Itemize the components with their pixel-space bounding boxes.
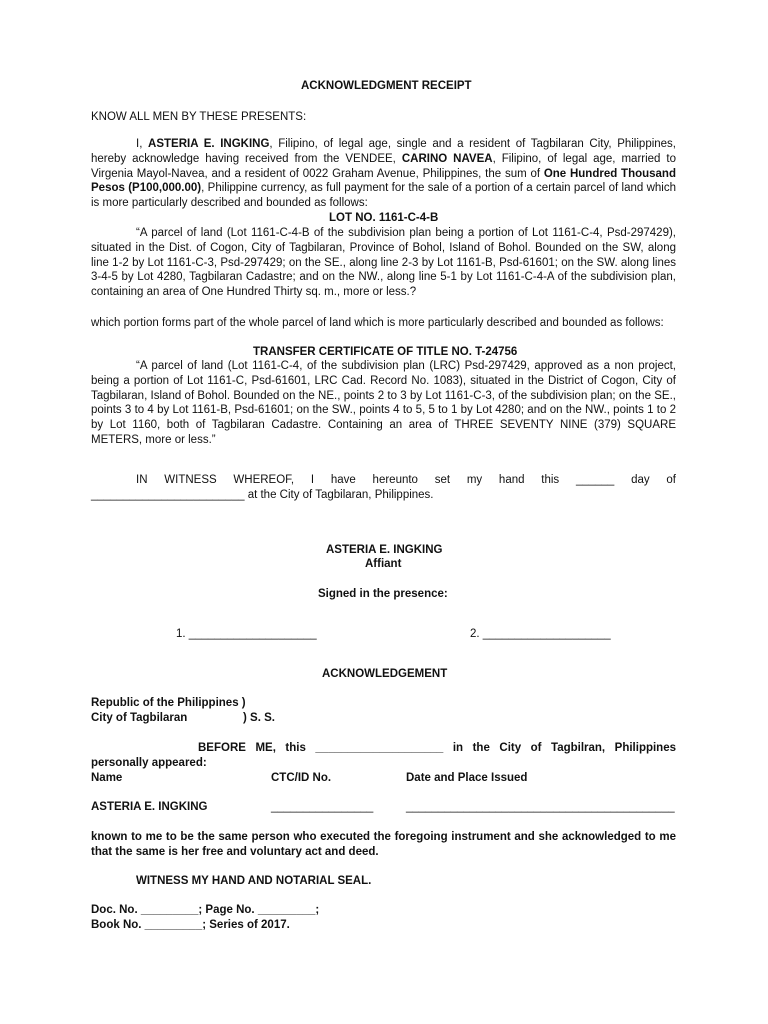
table-row-ctc-blank: ________________ bbox=[271, 801, 374, 813]
table-header-date-place: Date and Place Issued bbox=[406, 772, 528, 784]
lot-description: “A parcel of land (Lot 1161-C-4-B of the subdivision plan being a portion of Lot 1161-C-4, Psd-297429), situated in the Dist. of Cogon, City of Tagbilaran, Province of Bohol, Island of Bohol. Bounded on the SW, along line 1-2 by Lot 1161-C-3, Psd-297429; on the SE., along line 2-3 by Lot 1161-B, Psd-61601; on the SW. along lines 3-4-5 by Lot 4280, Tagbilaran Cadastre; and on the NW., along line 5-1 by Lot 1161-C-4-A of the subdivision plan, containing an area of One Hundred Thirty sq. m., more or less.? bbox=[91, 227, 676, 299]
before-me-text: BEFORE ME, this ____________________ in the City of Tagbilran, Philippines personally appeared: bbox=[91, 742, 676, 769]
table-row-name: ASTERIA E. INGKING bbox=[91, 801, 208, 813]
know-all-men-heading: KNOW ALL MEN BY THESE PRESENTS: bbox=[91, 111, 307, 123]
witness-signature-line-1: 1. ____________________ bbox=[176, 628, 317, 640]
table-header-name: Name bbox=[91, 772, 123, 784]
table-row-date-place-blank: __________________________________________ bbox=[406, 801, 675, 813]
para1-text-4: , Philippine currency, as full payment for the sale of a portion of a certain parcel of land which is more particularly described and bounded as follows: bbox=[91, 182, 676, 210]
tct-description: “A parcel of land (Lot 1161-C-4, of the subdivision plan (LRC) Psd-297429, approved as a non project, being a portion of Lot 1161-C, Psd-61601, LRC Cad. Record No. 1083), situated in the District of Cogon, City of Tagbilaran, Island of Bohol. Bounded on the NE., points 2 to 3 by Lot 1161-C-3, of the subdivision plan; on the SE., points 3 to 4 by Lot 1161-B, Psd-61601; on the SW., points 4 to 5, 5 to 1 by Lot 4280; and on the NW., points 1 to 2 by Lot 1160, both of Tagbilaran Cadastre. Containing an area of THREE SEVENTY NINE (379) SQUARE METERS, more or less.” bbox=[91, 360, 676, 446]
vendee-name: CARINO NAVEA bbox=[401, 152, 493, 165]
city-label: City of Tagbilaran bbox=[91, 712, 188, 724]
para1-text-1: I, bbox=[136, 138, 149, 150]
receipt-paragraph bbox=[91, 137, 676, 211]
witness-notarial-seal: WITNESS MY HAND AND NOTARIAL SEAL. bbox=[136, 875, 372, 887]
witness-signature-line-2: 2. ____________________ bbox=[470, 628, 611, 640]
known-to-me-paragraph: known to me to be the same person who executed the foregoing instrument and she acknowledged to me that the same is her free and voluntary act and deed. bbox=[91, 831, 676, 858]
para1-text-3: , Filipino, of legal age, married to Virgenia Mayol-Navea, and a resident of 0022 Graham Avenue, Philippines, the sum of bbox=[91, 152, 676, 180]
affiant-label: Affiant bbox=[365, 558, 402, 570]
amount-paid: One Hundred Thousand Pesos (P100,000.00) bbox=[91, 167, 676, 195]
document-title: ACKNOWLEDGMENT RECEIPT bbox=[301, 80, 472, 92]
grantor-name: ASTERIA E. INGKING bbox=[148, 138, 270, 150]
doc-page-line: Doc. No. _________; Page No. _________; bbox=[91, 904, 320, 916]
witness-paragraph bbox=[91, 473, 676, 503]
signed-in-presence: Signed in the presence: bbox=[318, 588, 448, 600]
affiant-name: ASTERIA E. INGKING bbox=[326, 544, 443, 556]
acknowledgement-heading: ACKNOWLEDGEMENT bbox=[322, 668, 448, 680]
witness-line-1: IN WITNESS WHEREOF, I have hereunto set my hand this ______ day of bbox=[136, 474, 676, 486]
table-header-ctc: CTC/ID No. bbox=[271, 772, 332, 784]
which-portion-paragraph: which portion forms part of the whole parcel of land which is more particularly described and bounded as follows: bbox=[91, 317, 664, 329]
witness-line-2: ________________________ at the City of Tagbilaran, Philippines. bbox=[91, 488, 434, 501]
before-me-paragraph bbox=[91, 741, 676, 771]
para1-text-2: , Filipino, of legal age, single and a resident of Tagbilaran City, Philippines, hereby acknowledge having received from the VENDEE, bbox=[91, 138, 677, 165]
city-ss: ) S. S. bbox=[243, 712, 275, 724]
tct-heading: TRANSFER CERTIFICATE OF TITLE NO. T-24756 bbox=[253, 346, 518, 358]
lot-heading: LOT NO. 1161-C-4-B bbox=[329, 212, 439, 224]
book-series-line: Book No. _________; Series of 2017. bbox=[91, 919, 290, 931]
republic-line: Republic of the Philippines ) bbox=[91, 697, 246, 709]
